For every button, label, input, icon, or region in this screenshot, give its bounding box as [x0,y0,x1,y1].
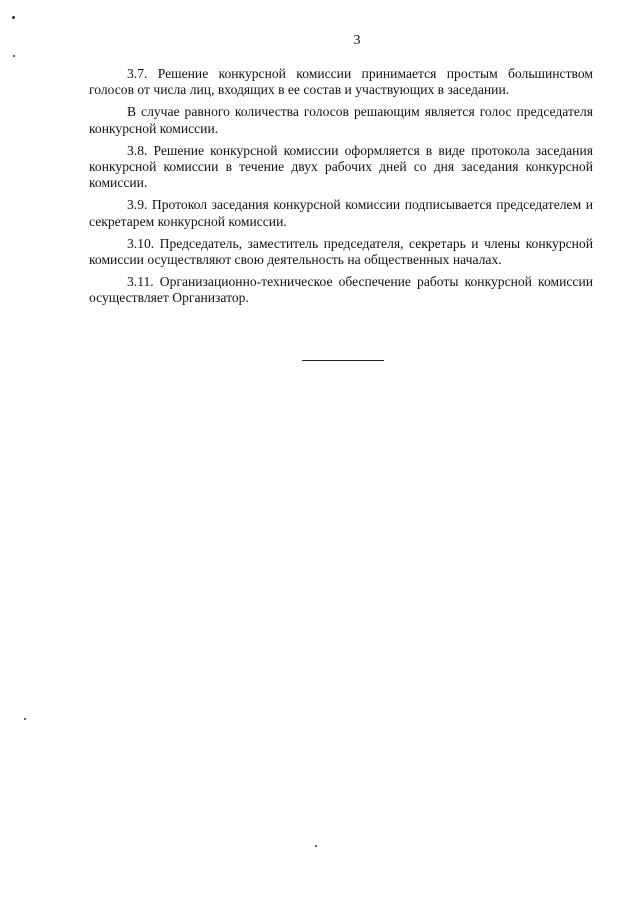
page-number: 3 [353,33,361,48]
paragraph-3-11: 3.11. Организационно-техническое обеспечение работы конкурсной комиссии осуществляет Организатор. [89,274,593,306]
paragraph-3-9: 3.9. Протокол заседания конкурсной комиссии подписывается председателем и секретарем конкурсной комиссии. [89,197,593,229]
paragraph-3-10: 3.10. Председатель, заместитель председателя, секретарь и члены конкурсной комиссии осуществляют свою деятельность на общественных началах. [89,235,593,268]
document-body [89,66,593,313]
paragraph-tie-vote: В случае равного количества голосов решающим является голос председателя конкурсной комиссии. [89,104,593,136]
scan-speck [315,845,317,847]
scan-speck [13,55,15,57]
scan-speck [12,16,15,19]
paragraph-3-7: 3.7. Решение конкурсной комиссии принимается простым большинством голосов от числа лиц, входящих в ее состав и участвующих в заседании. [89,66,593,98]
scan-speck [24,718,26,720]
end-of-text-rule [302,360,384,361]
paragraph-3-8: 3.8. Решение конкурсной комиссии оформляется в виде протокола заседания конкурсной комиссии в течение двух рабочих дней со дня заседания конкурсной комиссии. [89,142,593,191]
